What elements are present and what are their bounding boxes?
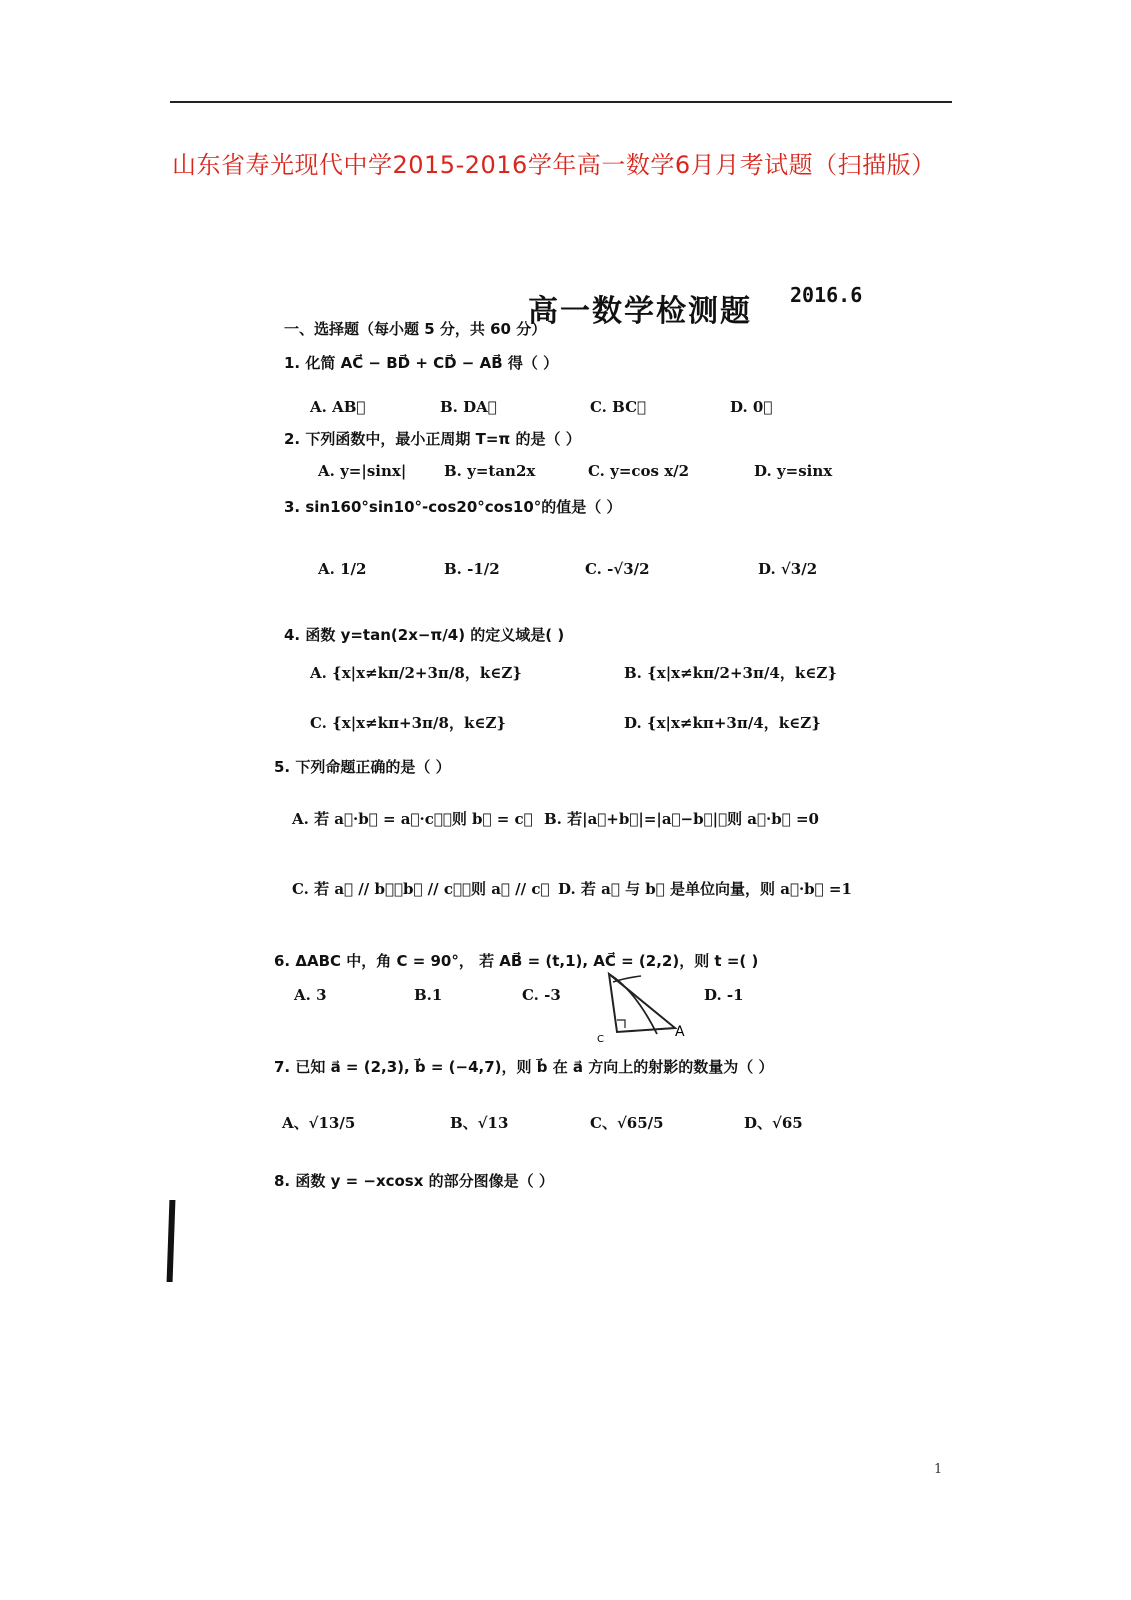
q4-option-d: D. {x|x≠kπ+3π/4，k∈Z}: [624, 714, 821, 732]
page-number: 1: [934, 1462, 943, 1477]
q2-option-d: D. y=sinx: [754, 462, 833, 480]
question-4: 4. 函数 y=tan(2x−π/4) 的定义域是( ): [284, 626, 565, 644]
q5-option-c: C. 若 a⃗ // b⃗，b⃗ // c⃗，则 a⃗ // c⃗: [292, 880, 550, 898]
q3-option-c: C. -√3/2: [585, 560, 650, 578]
q5-option-b: B. 若|a⃗+b⃗|=|a⃗−b⃗|，则 a⃗·b⃗ =0: [544, 810, 819, 828]
q3-option-b: B. -1/2: [444, 560, 500, 578]
q1-option-d: D. 0⃗: [730, 398, 773, 416]
q4-option-c: C. {x|x≠kπ+3π/8，k∈Z}: [310, 714, 507, 732]
q6-option-b: B.1: [414, 986, 443, 1004]
q4-option-b: B. {x|x≠kπ/2+3π/4，k∈Z}: [624, 664, 837, 682]
q3-option-d: D. √3/2: [758, 560, 818, 578]
q1-option-a: A. AB⃗: [310, 398, 366, 416]
sketch-label-a: A: [675, 1024, 685, 1040]
question-1: 1. 化简 AC⃗ − BD⃗ + CD⃗ − AB⃗ 得（ ）: [284, 354, 559, 372]
q5-option-a: A. 若 a⃗·b⃗ = a⃗·c⃗，则 b⃗ = c⃗: [292, 810, 533, 828]
q5-option-d: D. 若 a⃗ 与 b⃗ 是单位向量，则 a⃗·b⃗ =1: [558, 880, 852, 898]
q6-option-a: A. 3: [294, 986, 327, 1004]
q1-option-c: C. BC⃗: [590, 398, 647, 416]
question-8: 8. 函数 y = −xcosx 的部分图像是（ ）: [274, 1172, 554, 1190]
question-2: 2. 下列函数中，最小正周期 T=π 的是（ ）: [284, 430, 581, 448]
document-title: 山东省寿光现代中学2015-2016学年高一数学6月月考试题（扫描版）: [172, 151, 936, 179]
q3-option-a: A. 1/2: [318, 560, 367, 578]
question-7: 7. 已知 a⃗ = (2,3), b⃗ = (−4,7)，则 b⃗ 在 a⃗ 方向上的射影的数量为（ ）: [274, 1058, 774, 1076]
q7-option-d: D、√65: [744, 1114, 803, 1132]
section-heading: 一、选择题（每小题 5 分，共 60 分）: [284, 320, 547, 338]
q7-option-a: A、√13/5: [282, 1114, 356, 1132]
q2-option-c: C. y=cos x/2: [588, 462, 690, 480]
sketch-label-c: C: [597, 1034, 604, 1045]
q1-option-b: B. DA⃗: [440, 398, 497, 416]
question-3: 3. sin160°sin10°-cos20°cos10°的值是（ ）: [284, 498, 622, 516]
exam-date: 2016.6: [790, 283, 863, 307]
q2-option-b: B. y=tan2x: [444, 462, 536, 480]
header-rule: [170, 101, 952, 103]
q2-option-a: A. y=|sinx|: [318, 462, 407, 480]
handwritten-triangle-sketch: [595, 970, 690, 1045]
q6-option-c: C. -3: [522, 986, 561, 1004]
q6-option-d: D. -1: [704, 986, 744, 1004]
question-6: 6. ΔABC 中，角 C = 90°， 若 AB⃗ = (t,1), AC⃗ = (2,2)，则 t =( ): [274, 952, 759, 970]
exam-title: 高一数学检测题: [528, 294, 752, 329]
question-5: 5. 下列命题正确的是（ ）: [274, 758, 451, 776]
q4-option-a: A. {x|x≠kπ/2+3π/8，k∈Z}: [310, 664, 522, 682]
q7-option-b: B、√13: [450, 1114, 509, 1132]
q7-option-c: C、√65/5: [590, 1114, 664, 1132]
